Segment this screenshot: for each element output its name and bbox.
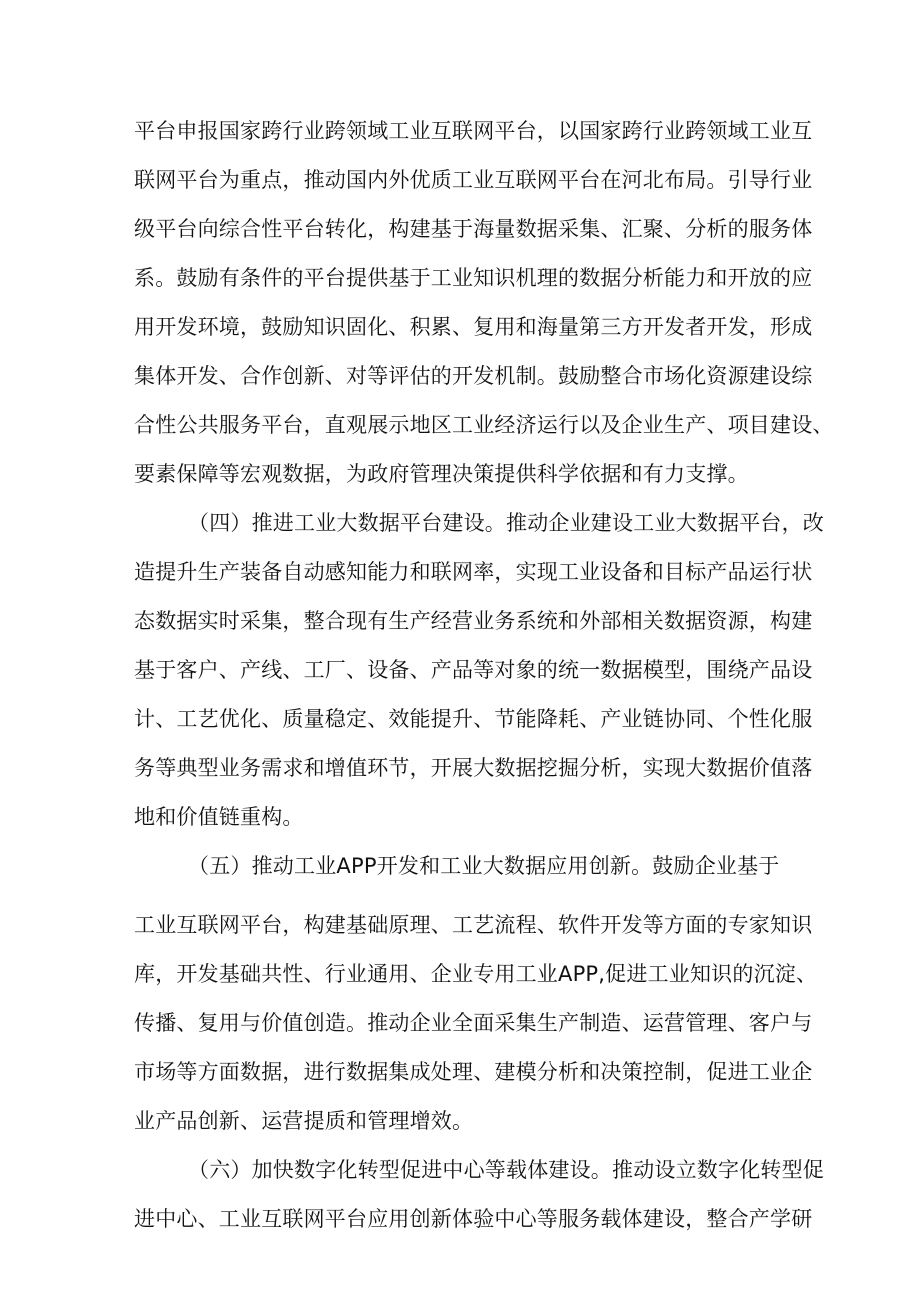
text-line-23: 进中心、工业互联网平台应用创新体验中心等服务载体建设，整合产学研 bbox=[134, 1207, 813, 1231]
text-line-21: 业产品创新、运营提质和管理增效。 bbox=[134, 1109, 474, 1133]
text-line-14: 务等典型业务需求和增值环节，开展大数据挖掘分析，实现大数据价值落 bbox=[134, 756, 813, 780]
text-line-2: 联网平台为重点，推动国内外优质工业互联网平台在河北布局。引导行业 bbox=[134, 168, 813, 192]
text-line-7: 合性公共服务平台，直观展示地区工业经济运行以及企业生产、项目建设、 bbox=[134, 413, 834, 437]
text-line-18: 库，开发基础共性、行业通用、企业专用工业APP,促进工业知识的沉淀、 bbox=[134, 962, 818, 986]
text-line-13: 计、工艺优化、质量稳定、效能提升、节能降耗、产业链协同、个性化服 bbox=[134, 707, 813, 731]
text-line-12: 基于客户、产线、工厂、设备、产品等对象的统一数据模型，围绕产品设 bbox=[134, 658, 813, 682]
paragraph-four-heading-line: （四）推进工业大数据平台建设。推动企业建设工业大数据平台，改 bbox=[188, 511, 824, 535]
paragraph-five-heading-line: （五）推动工业APP开发和工业大数据应用创新。鼓励企业基于 bbox=[188, 854, 780, 878]
text-line-6: 集体开发、合作创新、对等评估的开发机制。鼓励整合市场化资源建设综 bbox=[134, 364, 813, 388]
text-line-11: 态数据实时采集，整合现有生产经营业务系统和外部相关数据资源，构建 bbox=[134, 609, 813, 633]
text-line-15: 地和价值链重构。 bbox=[134, 805, 304, 829]
text-line-1: 平台申报国家跨行业跨领域工业互联网平台，以国家跨行业跨领域工业互 bbox=[134, 119, 813, 143]
text-line-5: 用开发环境，鼓励知识固化、积累、复用和海量第三方开发者开发，形成 bbox=[134, 315, 813, 339]
text-line-20: 市场等方面数据，进行数据集成处理、建模分析和决策控制，促进工业企 bbox=[134, 1060, 813, 1084]
text-line-10: 造提升生产装备自动感知能力和联网率，实现工业设备和目标产品运行状 bbox=[134, 560, 813, 584]
text-line-3: 级平台向综合性平台转化，构建基于海量数据采集、汇聚、分析的服务体 bbox=[134, 217, 813, 241]
text-line-8: 要素保障等宏观数据，为政府管理决策提供科学依据和有力支撑。 bbox=[134, 462, 749, 486]
paragraph-six-heading-line: （六）加快数字化转型促进中心等载体建设。推动设立数字化转型促 bbox=[188, 1158, 824, 1182]
text-line-17: 工业互联网平台，构建基础原理、工艺流程、软件开发等方面的专家知识 bbox=[134, 913, 813, 937]
text-line-4: 系。鼓励有条件的平台提供基于工业知识机理的数据分析能力和开放的应 bbox=[134, 266, 813, 290]
text-line-19: 传播、复用与价值创造。推动企业全面采集生产制造、运营管理、客户与 bbox=[134, 1011, 813, 1035]
